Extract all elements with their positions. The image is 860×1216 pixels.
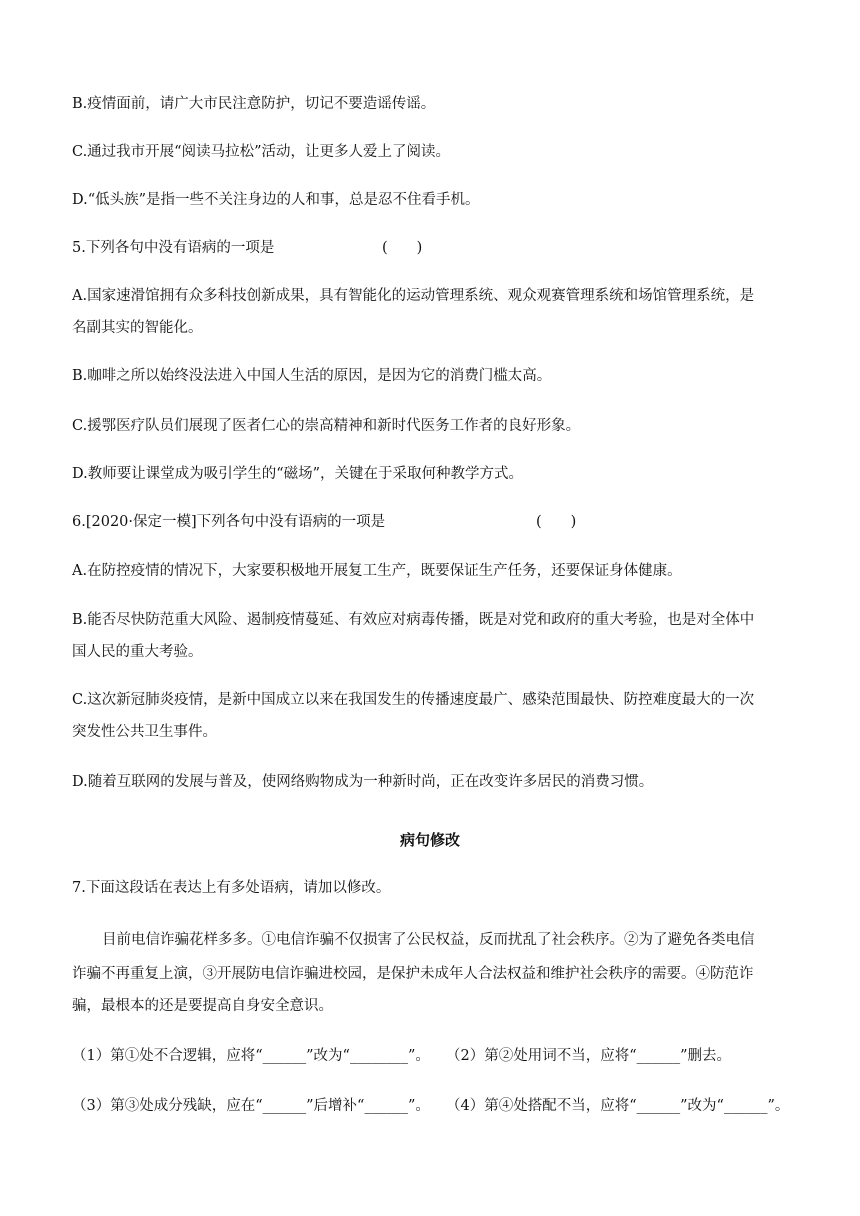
q7-paragraph-line2: 诈骗不再重复上演，③开展防电信诈骗进校园，是保护未成年人合法权益和维护社会秩序的需要。④防范诈 — [72, 966, 754, 982]
q5-option-a-line1: A.国家速滑馆拥有众多科技创新成果，具有智能化的运动管理系统、观众观赛管理系统和场馆管理系统，是 — [72, 288, 755, 304]
q5-stem: 5.下列各句中没有语病的一项是 — [72, 240, 275, 256]
q4-option-c: C.通过我市开展“阅读马拉松”活动，让更多人爱上了阅读。 — [72, 144, 451, 160]
q5-option-d: D.教师要让课堂成为吸引学生的“磁场”，关键在于采取何种教学方式。 — [72, 466, 524, 482]
q6-option-c-line2: 突发性公共卫生事件。 — [72, 724, 217, 740]
q6-option-a: A.在防控疫情的情况下，大家要积极地开展复工生产，既要保证生产任务，还要保证身体健康。 — [72, 563, 682, 579]
q7-answer-3: （3）第③处成分残缺，应在“______”后增补“______”。 — [72, 1098, 430, 1114]
q7-stem: 7.下面这段话在表达上有多处语病，请加以修改。 — [72, 880, 391, 896]
q6-option-b-line2: 国人民的重大考验。 — [72, 644, 203, 660]
q5-answer-paren: ( ) — [382, 240, 423, 256]
q6-answer-paren: ( ) — [536, 514, 577, 530]
q6-option-c-line1: C.这次新冠肺炎疫情，是新中国成立以来在我国发生的传播速度最广、感染范围最快、防控难度最大的一次 — [72, 692, 755, 708]
q5-option-c: C.援鄂医疗队员们展现了医者仁心的崇高精神和新时代医务工作者的良好形象。 — [72, 418, 581, 434]
q4-option-b: B.疫情面前，请广大市民注意防护，切记不要造谣传谣。 — [72, 96, 436, 112]
section-heading: 病句修改 — [399, 831, 460, 849]
q5-option-a-line2: 名副其实的智能化。 — [72, 320, 203, 336]
q4-option-d: D.“低头族”是指一些不关注身边的人和事，总是忍不住看手机。 — [72, 192, 480, 208]
q7-answer-2: （2）第②处用词不当，应将“______”删去。 — [446, 1048, 732, 1064]
q5-option-b: B.咖啡之所以始终没法进入中国人生活的原因，是因为它的消费门槛太高。 — [72, 368, 552, 384]
q7-paragraph-line3: 骗，最根本的还是要提高自身安全意识。 — [72, 998, 333, 1014]
q6-option-b-line1: B.能否尽快防范重大风险、遏制疫情蔓延、有效应对病毒传播，既是对党和政府的重大考验，也是对全体中 — [72, 612, 755, 628]
q7-answer-4: （4）第④处搭配不当，应将“______”改为“______”。 — [446, 1098, 790, 1114]
q6-option-d: D.随着互联网的发展与普及，使网络购物成为一种新时尚，正在改变许多居民的消费习惯。 — [72, 774, 654, 790]
q7-answer-1: （1）第①处不合逻辑，应将“______”改为“________”。 — [72, 1048, 430, 1064]
q6-stem: 6.[2020·保定一模]下列各句中没有语病的一项是 — [72, 514, 386, 530]
q7-paragraph-line1: 目前电信诈骗花样多多。①电信诈骗不仅损害了公民权益，反而扰乱了社会秩序。②为了避免各类电信 — [102, 932, 755, 948]
